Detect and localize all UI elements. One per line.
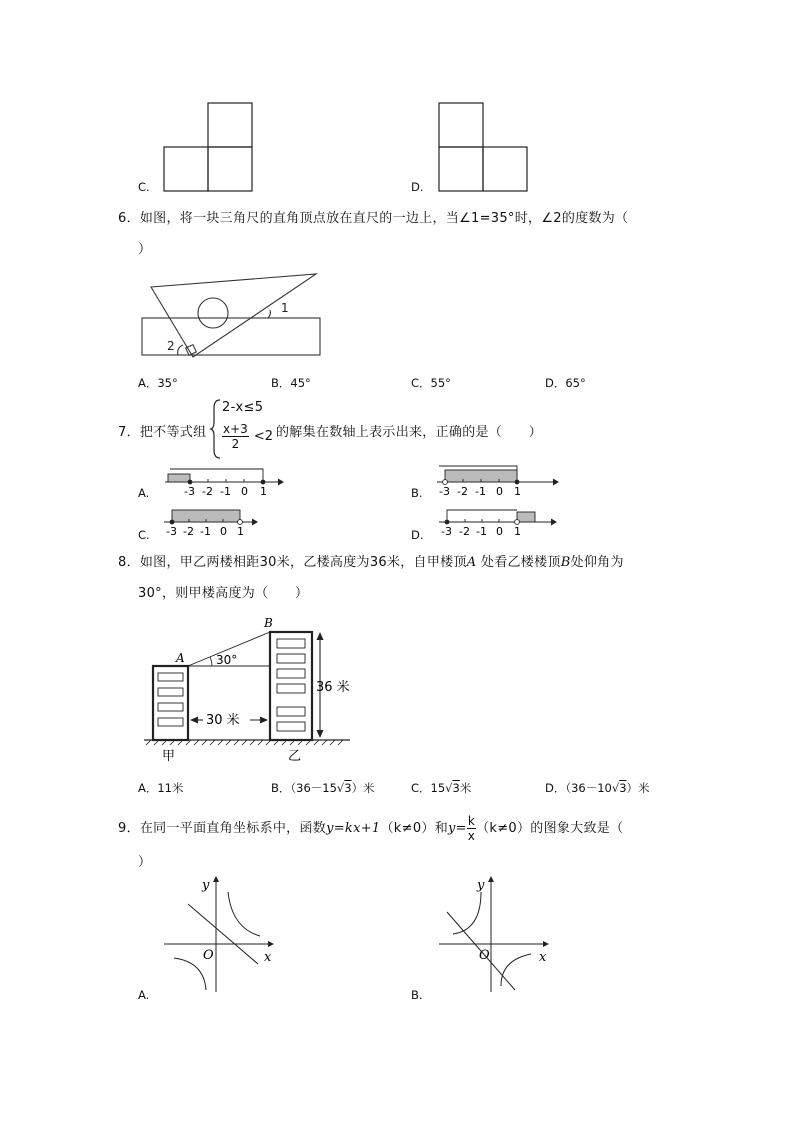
q8-figure (140, 612, 360, 772)
q7-inequality-2 (222, 422, 273, 451)
q7a-tick-1: 1 (260, 485, 267, 498)
q7c-tick-0: 0 (220, 525, 227, 538)
q8-fig-point-a: A (176, 651, 185, 665)
q7-fraction (222, 422, 249, 451)
q7b-tick-m2: -2 (457, 485, 468, 498)
q7c-tick-m3: -3 (166, 525, 177, 538)
q7-option-c-label[interactable]: C. (138, 528, 150, 542)
q7b-tick-0: 0 (496, 485, 503, 498)
q8-option-b-sqrt-icon: √ (336, 781, 345, 795)
q7d-tick-0: 0 (496, 525, 503, 538)
q8-point-b: B (560, 555, 571, 570)
q7-option-a-label[interactable]: A. (138, 486, 150, 500)
q9b-label-origin: O (479, 948, 490, 963)
q9-fraction-num: k (467, 814, 476, 828)
q9-func2-lhs: y= (448, 821, 467, 836)
q9-fraction (467, 814, 476, 843)
q9-cond2: （k≠0）的图象大致是（ (476, 821, 624, 836)
q9-stem-pre: 9．在同一平面直角坐标系中，函数 (118, 821, 327, 836)
q5c-square-bottom-left (164, 147, 208, 191)
q9-fraction-den: x (467, 829, 476, 843)
q8-option-d-post: ）米 (626, 781, 650, 795)
q8-option-b-post: ）米 (351, 781, 375, 795)
q7c-tick-m1: -1 (200, 525, 211, 538)
q7-numberline-a (160, 462, 285, 500)
q5-option-c-label[interactable]: C. (138, 180, 150, 194)
q7a-shade (168, 474, 190, 482)
q6-stem-line1: 6．如图，将一块三角尺的直角顶点放在直尺的一边上，当∠1=35°时，∠2的度数为（ (118, 211, 629, 226)
q7a-tick-0: 0 (241, 485, 248, 498)
q8-option-b-sqrt-num: 3 (344, 781, 352, 795)
q8-option-b[interactable] (271, 780, 375, 796)
q8-point-a: A (466, 555, 477, 570)
q7-inequality-1: 2-x≤5 (222, 400, 264, 415)
q7-option-d-label[interactable]: D. (411, 528, 424, 542)
q6-label-2: 2 (167, 339, 175, 353)
q6-triangle (151, 274, 316, 357)
q7d-tick-1: 1 (514, 525, 521, 538)
q9a-line (188, 904, 258, 964)
q8-fig-height: 36 米 (316, 680, 350, 695)
q8-option-b-pre: B．（36－15 (271, 781, 337, 795)
q8-option-d-sqrt-icon: √ (611, 781, 620, 795)
q7d-tick-m2: -2 (459, 525, 470, 538)
q5d-square-bottom-right (483, 147, 527, 191)
q7b-tick-m1: -1 (475, 485, 486, 498)
q8-yi-windows (277, 639, 305, 731)
q7-option-b-label[interactable]: B. (411, 486, 423, 500)
q6-figure (140, 270, 330, 360)
q9-stem-line2: ） (138, 855, 152, 870)
q9-cond1: （k≠0）和 (380, 821, 448, 836)
q7-fraction-den: 2 (231, 437, 240, 451)
q7d-tick-m3: -3 (441, 525, 452, 538)
q8-stem-part2: 处看乙楼楼顶 (476, 555, 561, 570)
q8-stem-part3: 处仰角为 (570, 555, 624, 570)
q8-option-d[interactable] (545, 780, 650, 796)
q6-option-c[interactable]: C．55° (411, 376, 451, 390)
q5d-square-top (439, 103, 483, 147)
q5-option-d-label[interactable]: D. (411, 180, 424, 194)
q9-graph-a (160, 872, 280, 997)
q6-angle2-arc (178, 345, 183, 355)
q8-option-c-pre: C．15 (411, 781, 446, 795)
q9-func1: y=kx+1 (326, 821, 381, 836)
q8-jia-windows (158, 673, 183, 726)
q7-suffix: 的解集在数轴上表示出来，正确的是（ ） (276, 425, 543, 440)
q8-fig-distance: 30 米 (206, 713, 240, 728)
q9b-label-y: y (477, 878, 485, 893)
q8-stem-line2: 30°，则甲楼高度为（ ） (138, 586, 309, 601)
q8-option-d-pre: D．（36－10 (545, 781, 612, 795)
q8-option-c-sqrt-icon: √ (445, 781, 453, 795)
q9a-hyperbola-q3 (174, 958, 206, 990)
q8-option-c-sqrt-num: 3 (452, 781, 460, 795)
q8-stem-line1 (118, 551, 624, 570)
q7-numberline-d (435, 502, 560, 540)
q5-figure-d (435, 100, 535, 195)
q8-option-d-sqrt-num: 3 (619, 781, 627, 795)
q7-prefix: 7．把不等式组 (118, 425, 207, 440)
q5-figure-c (160, 100, 260, 195)
q8-angle-arc (210, 657, 212, 666)
q7a-tick-m3: -3 (184, 485, 195, 498)
q6-option-a[interactable]: A．35° (138, 376, 178, 390)
q8-fig-angle: 30° (216, 653, 238, 667)
q9-graph-b (435, 872, 555, 997)
q6-label-1: 1 (281, 301, 289, 315)
q9a-label-x: x (264, 950, 272, 965)
q7d-tick-m1: -1 (476, 525, 487, 538)
q7b-tick-m3: -3 (439, 485, 450, 498)
q7a-tick-m1: -1 (220, 485, 231, 498)
q6-option-b[interactable]: B．45° (271, 376, 311, 390)
q9b-hyperbola-q2 (453, 892, 481, 934)
q8-fig-point-b: B (264, 616, 273, 630)
q7-fraction-num: x+3 (223, 422, 248, 436)
q8-option-c-post: 米 (459, 781, 472, 795)
q7-numberline-c (160, 502, 265, 540)
q8-option-c[interactable] (411, 780, 471, 796)
q7c-tick-m2: -2 (183, 525, 194, 538)
q6-angle1-arc (268, 310, 270, 318)
q8-fig-jia: 甲 (162, 749, 176, 764)
q6-stem-line2: ） (138, 242, 152, 257)
q5c-square-bottom-right (208, 147, 252, 191)
q7-brace-icon (210, 398, 222, 460)
q9b-hyperbola-q4 (501, 954, 531, 986)
q5d-square-bottom-left (439, 147, 483, 191)
q5c-square-top (208, 103, 252, 147)
q9a-label-y: y (202, 878, 210, 893)
q8-fig-yi: 乙 (288, 749, 302, 764)
q8-option-a[interactable]: A．11米 (138, 781, 184, 795)
q9a-label-origin: O (203, 948, 214, 963)
q9-stem-line1 (118, 814, 623, 843)
q7d-shade (517, 512, 535, 522)
q9-option-a-label[interactable]: A. (138, 988, 150, 1002)
q7-ineq2-rel: <2 (253, 429, 274, 444)
q7-numberline-b (435, 462, 560, 500)
q8-stem-part1: 8．如图，甲乙两楼相距30米，乙楼高度为36米，自甲楼顶 (118, 555, 467, 570)
q7a-tick-m2: -2 (202, 485, 213, 498)
q6-circle-hole (198, 298, 228, 328)
q6-option-d[interactable]: D．65° (545, 376, 586, 390)
q7b-tick-1: 1 (514, 485, 521, 498)
q9a-hyperbola-q1 (228, 892, 260, 936)
q9b-label-x: x (539, 950, 547, 965)
q7c-tick-1: 1 (237, 525, 244, 538)
q9-option-b-label[interactable]: B. (411, 988, 423, 1002)
